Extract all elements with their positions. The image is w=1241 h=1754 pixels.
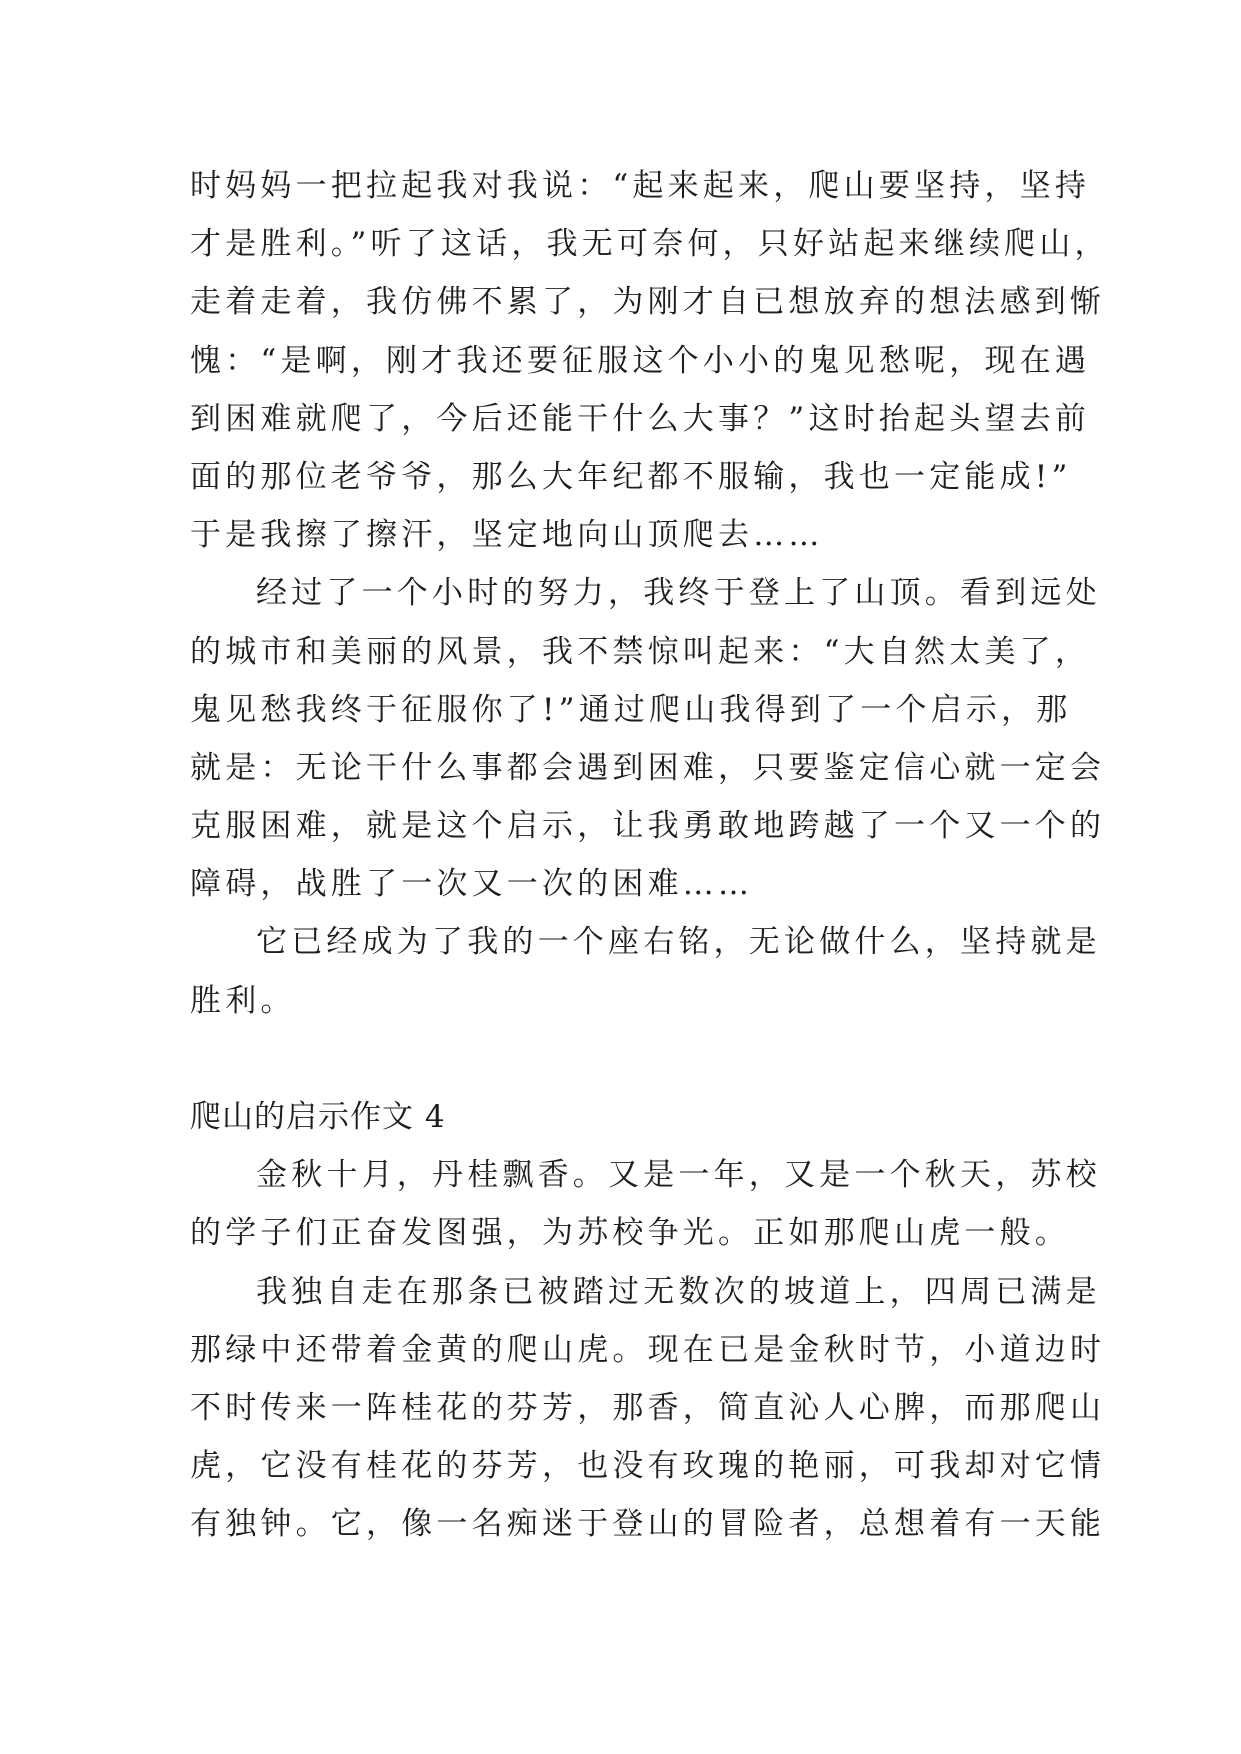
text-line: 不时传来一阵桂花的芬芳，那香，简直沁人心脾，而那爬山 [190,1389,1106,1426]
text-line: 障碍，战胜了一次又一次的困难…… [190,866,754,903]
text-line: 虎，它没有桂花的芬芳，也没有玫瑰的艳丽，可我却对它情 [190,1448,1106,1485]
text-line: 于是我擦了擦汗，坚定地向山顶爬去…… [190,517,824,554]
text-line: 克服困难，就是这个启示，让我勇敢地跨越了一个又一个的 [190,808,1106,845]
paragraph-3 [190,913,1101,1029]
text-line: 有独钟。它，像一名痴迷于登山的冒险者，总想着有一天能 [190,1506,1106,1543]
text-line: 的学子们正奋发图强，为苏校争光。正如那爬山虎一般。 [190,1215,1070,1252]
text-line: 才是胜利。”听了这话，我无可奈何，只好站起来继续爬山， [190,226,1110,263]
text-line: 胜利。 [190,982,296,1019]
paragraph-2 [190,564,1106,913]
text-line: 我独自走在那条已被踏过无数次的坡道上，四周已满是 [256,1273,1101,1310]
blank-line [190,1030,1058,1088]
text-line: 走着走着，我仿佛不累了，为刚才自已想放弃的想法感到惭 [190,284,1106,321]
text-line: 鬼见愁我终于征服你了!”通过爬山我得到了一个启示，那 [190,691,1072,728]
paragraph-1 [190,157,1110,564]
text-line: 那绿中还带着金黄的爬山虎。现在已是金秋时节，小道边时 [190,1331,1106,1368]
text-line: 就是：无论干什么事都会遇到困难，只要鉴定信心就一定会 [190,749,1106,786]
paragraph-4 [190,1146,1101,1262]
text-line: 面的那位老爷爷，那么大年纪都不服输，我也一定能成!” [190,458,1072,495]
text-line: 的城市和美丽的风景，我不禁惊叫起来：“大自然太美了， [190,633,1091,670]
essay-body [190,157,1110,1554]
paragraph-5 [190,1263,1106,1554]
text-line: 金秋十月，丹桂飘香。又是一年，又是一个秋天，苏校 [256,1157,1101,1194]
text-line: 时妈妈一把拉起我对我说：“起来起来，爬山要坚持，坚持 [190,168,1091,204]
text-line: 愧：“是啊，刚才我还要征服这个小小的鬼见愁呢，现在遇 [190,342,1091,379]
text-line: 经过了一个小时的努力，我终于登上了山顶。看到远处 [256,575,1101,612]
text-line: 到困难就爬了，今后还能干什么大事？”这时抬起头望去前 [190,400,1091,437]
text-line: 它已经成为了我的一个座右铭，无论做什么，坚持就是 [256,924,1101,961]
section-heading: 爬山的启示作文 4 [190,1099,446,1135]
